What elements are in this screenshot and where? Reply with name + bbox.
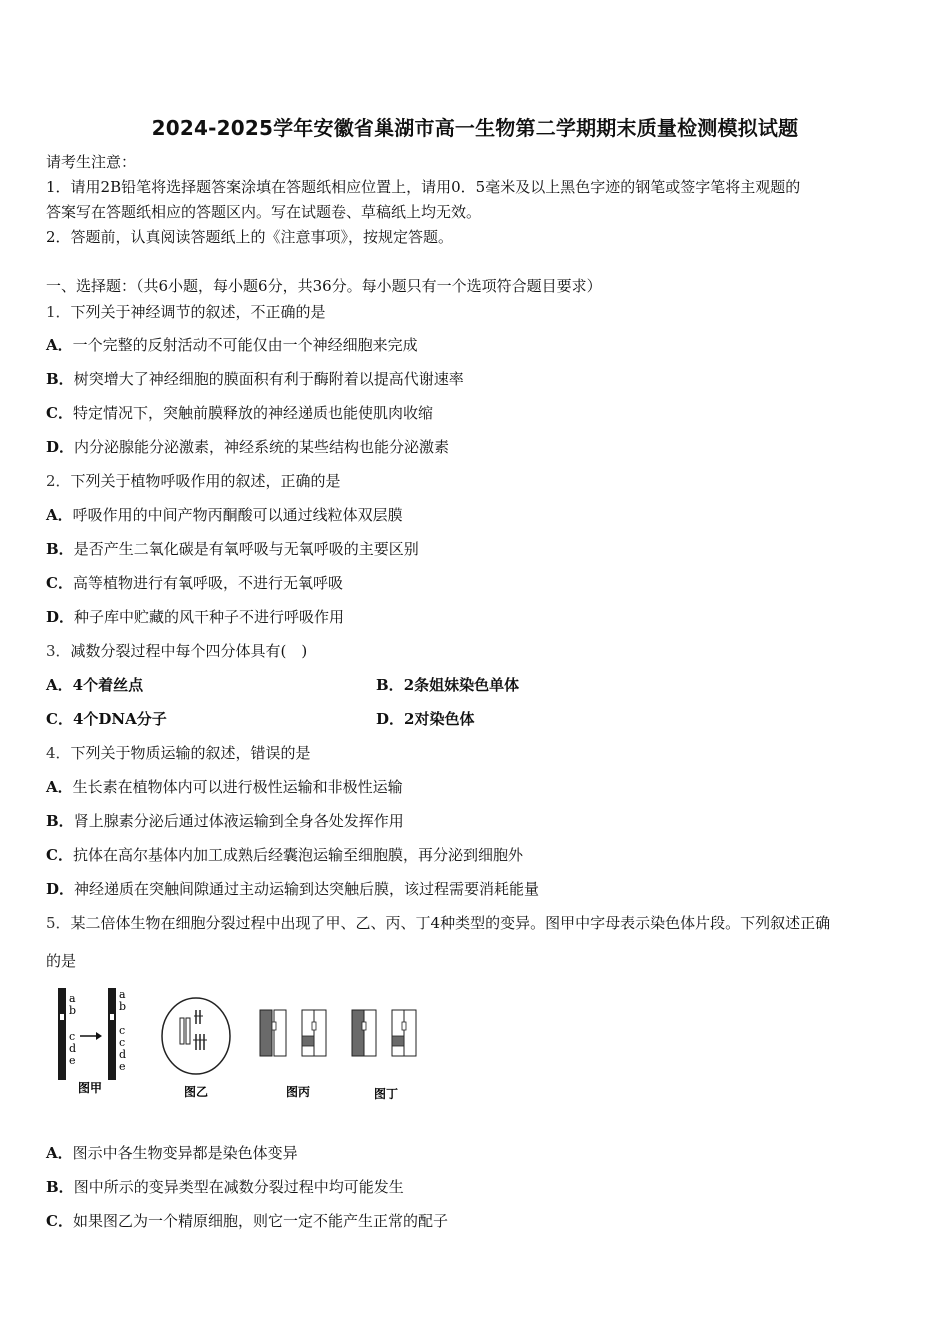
option-2a: [46, 506, 403, 524]
segment-label: e: [119, 1060, 126, 1073]
option-1b: [46, 370, 464, 388]
option-text: 肾上腺素分泌后通过体液运输到全身各处发挥作用: [73, 812, 404, 830]
section-heading: 一、选择题：（共6小题，每小题6分，共36分。每小题只有一个选项符合题目要求）: [46, 277, 602, 295]
question-3: [46, 642, 307, 660]
option-3b: [376, 676, 519, 694]
option-2d: [46, 608, 344, 626]
segment-label: c: [119, 1036, 126, 1049]
question-number: 1．: [46, 303, 71, 321]
option-text: 树突增大了神经细胞的膜面积有利于酶附着以提高代谢速率: [73, 370, 464, 388]
notice-item-1-line-2: 答案写在答题纸相应的答题区内。写在试题卷、草稿纸上均无效。: [46, 203, 482, 221]
option-text: 是否产生二氧化碳是有氧呼吸与无氧呼吸的主要区别: [73, 540, 419, 558]
centromere: [312, 1022, 316, 1030]
caption-ding: 图丁: [374, 1087, 399, 1101]
segment-label: d: [69, 1042, 77, 1055]
segment-label: e: [69, 1054, 76, 1067]
chromosome: [352, 1010, 364, 1056]
centromere: [110, 1014, 114, 1020]
option-label: C．: [46, 574, 73, 592]
question-5-stem-line-2: 的是: [46, 952, 77, 970]
chromosome: [180, 1018, 184, 1044]
option-label: D．: [46, 608, 75, 626]
question-number: 3．: [46, 642, 71, 660]
option-4c: [46, 846, 523, 864]
caption-bing: 图丙: [286, 1085, 311, 1099]
option-2c: [46, 574, 343, 592]
chromosome: [404, 1010, 416, 1056]
chromosome: [260, 1010, 272, 1056]
option-label: A．: [46, 676, 73, 694]
segment-label: b: [69, 1004, 77, 1017]
question-number: 4．: [46, 744, 71, 762]
option-text: 2对染色体: [404, 710, 475, 728]
question-4: [46, 744, 311, 762]
question-number: 2．: [46, 472, 71, 490]
question-stem: 下列关于物质运输的叙述，错误的是: [70, 744, 311, 762]
segment-label: c: [119, 1024, 126, 1037]
figure-jia: [58, 988, 126, 1095]
option-5b: [46, 1178, 404, 1196]
caption-yi: 图乙: [184, 1085, 209, 1099]
option-text: 一个完整的反射活动不可能仅由一个神经细胞来完成: [72, 336, 418, 354]
figure-bing: [260, 1010, 326, 1099]
question-stem: 下列关于植物呼吸作用的叙述，正确的是: [70, 472, 341, 490]
option-1d: [46, 438, 449, 456]
chromosome: [364, 1010, 376, 1056]
option-label: B．: [376, 676, 404, 694]
option-2b: [46, 540, 419, 558]
option-label: B．: [46, 812, 74, 830]
option-label: A．: [46, 778, 73, 796]
option-text: 2条姐妹染色单体: [403, 676, 520, 694]
option-text: 如果图乙为一个精原细胞，则它一定不能产生正常的配子: [72, 1212, 448, 1230]
centromere: [60, 1014, 64, 1020]
segment-label: a: [119, 988, 126, 1001]
chromosome-variation-figure: [46, 984, 436, 1104]
option-4b: [46, 812, 404, 830]
option-text: 内分泌腺能分泌激素，神经系统的某些结构也能分泌激素: [74, 438, 450, 456]
exchanged-segment: [302, 1036, 314, 1046]
page-title: 2024-2025学年安徽省巢湖市高一生物第二学期期末质量检测模拟试题: [151, 116, 799, 140]
option-label: B．: [46, 540, 74, 558]
chromosome: [392, 1010, 404, 1056]
centromere: [272, 1022, 276, 1030]
notice-heading: 请考生注意：: [46, 153, 137, 171]
option-label: C．: [46, 404, 73, 422]
chromosome: [314, 1010, 326, 1056]
option-text: 种子库中贮藏的风干种子不进行呼吸作用: [74, 608, 345, 626]
chromosome: [186, 1018, 190, 1044]
option-text: 生长素在植物体内可以进行极性运输和非极性运输: [72, 778, 403, 796]
option-label: D．: [46, 880, 75, 898]
notice-item-2: 2．答题前，认真阅读答题纸上的《注意事项》，按规定答题。: [46, 228, 454, 246]
option-text: 图示中各生物变异都是染色体变异: [72, 1144, 298, 1162]
option-text: 呼吸作用的中间产物丙酮酸可以通过线粒体双层膜: [72, 506, 403, 524]
option-3a: [46, 676, 143, 694]
question-2: [46, 472, 341, 490]
option-label: A．: [46, 506, 73, 524]
question-stem: 下列关于神经调节的叙述，不正确的是: [70, 303, 326, 321]
option-1c: [46, 404, 433, 422]
option-text: 高等植物进行有氧呼吸，不进行无氧呼吸: [72, 574, 343, 592]
segment-label: b: [119, 1000, 127, 1013]
question-stem-line-1: 某二倍体生物在细胞分裂过程中出现了甲、乙、丙、丁4种类型的变异。图甲中字母表示染色体片段。下列叙述正确: [70, 914, 831, 932]
chromosome: [274, 1010, 286, 1056]
option-label: D．: [376, 710, 405, 728]
option-4d: [46, 880, 539, 898]
caption-jia: 图甲: [78, 1081, 103, 1095]
centromere: [362, 1022, 366, 1030]
option-label: A．: [46, 1144, 73, 1162]
option-5a: [46, 1144, 298, 1162]
segment-label: a: [69, 992, 76, 1005]
option-3d: [376, 710, 474, 728]
option-label: C．: [46, 846, 73, 864]
option-text: 抗体在高尔基体内加工成熟后经囊泡运输至细胞膜，再分泌到细胞外: [72, 846, 523, 864]
figure-yi: [162, 998, 230, 1099]
option-label: C．: [46, 1212, 73, 1230]
option-label: D．: [46, 438, 75, 456]
option-label: B．: [46, 1178, 74, 1196]
option-text: 特定情况下，突触前膜释放的神经递质也能使肌肉收缩: [72, 404, 433, 422]
option-3c: [46, 710, 167, 728]
segment-label: d: [119, 1048, 127, 1061]
option-text: 4个着丝点: [72, 676, 144, 694]
option-text: 4个DNA分子: [72, 710, 167, 728]
option-1a: [46, 336, 418, 354]
question-stem: 减数分裂过程中每个四分体具有( ): [70, 642, 308, 660]
option-text: 神经递质在突触间隙通过主动运输到达突触后膜，该过程需要消耗能量: [74, 880, 540, 898]
question-1: [46, 303, 326, 321]
notice-item-1-line-1: 1．请用2B铅笔将选择题答案涂填在答题纸相应位置上，请用0．5毫米及以上黑色字迹的钢笔或签字笔将主观题的: [46, 178, 801, 196]
centromere: [402, 1022, 406, 1030]
option-label: C．: [46, 710, 73, 728]
option-5c: [46, 1212, 448, 1230]
option-label: A．: [46, 336, 73, 354]
figure-ding: [352, 1010, 416, 1101]
chromosome: [302, 1010, 314, 1056]
option-4a: [46, 778, 403, 796]
chromosome-bar: [108, 988, 116, 1080]
question-5: [46, 914, 830, 932]
option-label: B．: [46, 370, 74, 388]
chromosome-bar: [58, 988, 66, 1080]
option-text: 图中所示的变异类型在减数分裂过程中均可能发生: [73, 1178, 404, 1196]
question-number: 5．: [46, 914, 71, 932]
exchanged-segment: [392, 1036, 404, 1046]
segment-label: c: [69, 1030, 76, 1043]
arrow-icon: [96, 1032, 102, 1040]
